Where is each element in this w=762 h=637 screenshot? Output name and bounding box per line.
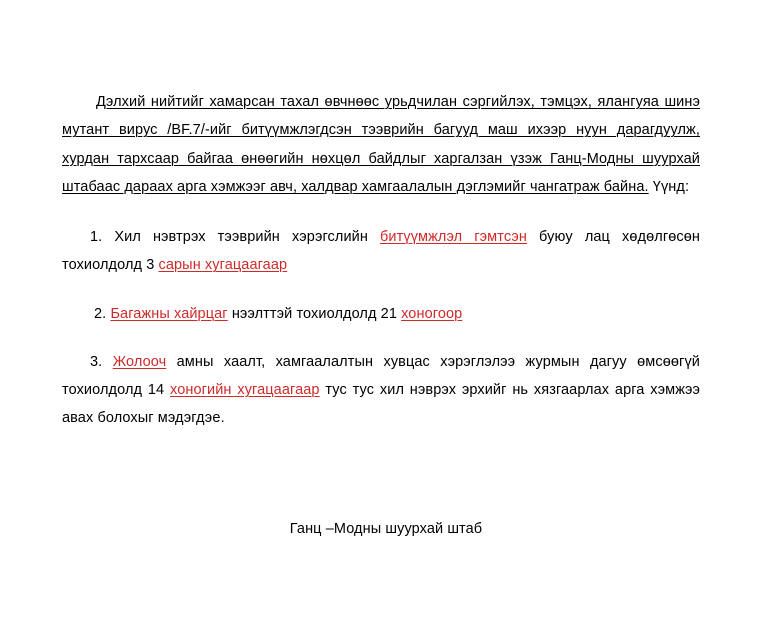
- list-item-number: 1.: [90, 229, 103, 246]
- intro-underlined-text: Дэлхий нийтийг хамарсан тахал өвчнөөс урьдчилан сэргийлэх, тэмцэх, ялангуяа шинэ мутант вирус /ВF.7/-ийг битүүмжлэгдсэн тээврийн багууд маш ихээр нуун дарагдуулж, хурдан тархсаар байгаа өнөөгийн нөхцөл байдлыг харгалзан үзэж Ганц-Модны шуурхай штабаас дараах арга хэмжээг авч, халдвар хамгаалалын дэглэмийг чангатраж байна.: [62, 94, 700, 195]
- list-item-text-after: тус тус хил нэврэх эрхийг нь хязгаарлах арга хэмжээ авах болохыг мэдэгдэе.: [62, 382, 700, 427]
- intro-paragraph: [62, 88, 700, 201]
- spellcheck-term: сарын хугацаагаар: [158, 257, 288, 274]
- spellcheck-term: Жолооч: [112, 353, 167, 370]
- intro-tail-text: Үүнд:: [648, 178, 690, 195]
- list-item-text-mid: амны хаалт, хамгаалалтын хувцас хэрэглэлээ журмын дагуу өмсөөгүй тохиолдолд 14: [62, 353, 700, 399]
- list-item-text-mid: нээлттэй тохиолдолд 21: [227, 305, 402, 322]
- spellcheck-term: хоногийн хугацаагаар: [170, 382, 320, 399]
- list-item-number: 2.: [94, 305, 107, 322]
- spellcheck-term: хоногоор: [401, 305, 463, 322]
- signature-block: [62, 521, 700, 537]
- signature-text: Ганц –Модны шуурхай штаб: [289, 520, 483, 537]
- list-item: [62, 223, 700, 280]
- spellcheck-term: битүүмжлэл гэмтсэн: [380, 229, 527, 246]
- list-item: [62, 348, 700, 433]
- list-item-text-before: Хил нэвтрэх тээврийн хэрэгслийн: [102, 229, 381, 246]
- list-item-text-mid: буюу лац хөдөлгөсөн тохиолдолд 3: [62, 229, 700, 274]
- list-item-number: 3.: [90, 353, 103, 370]
- list-item: [62, 300, 700, 328]
- spellcheck-term: Багажны хайрцаг: [110, 305, 228, 322]
